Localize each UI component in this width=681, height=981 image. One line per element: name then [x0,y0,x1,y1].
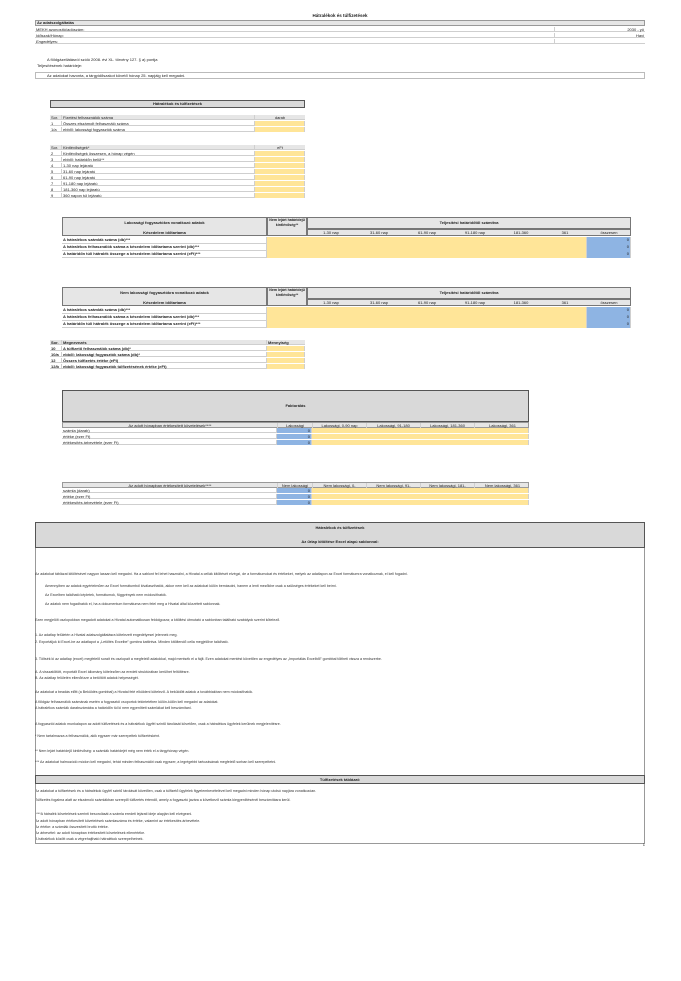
row-label: 181-360 nap lejáratú [62,187,255,192]
input-cell[interactable] [267,251,587,258]
row-label: A határidőn túli hátralék összege a késedelem időtartama szerint (eFt)*** [62,251,267,258]
row-label: A hátralékos számlák száma (db)*** [62,237,267,244]
input-cell[interactable] [267,244,587,251]
col-header: Nem lakossági [278,483,313,489]
instruction-paragraph: Az értéke: a számlák összesített bruttó értéke. [35,825,109,829]
col-header: 31-60 nap [369,230,388,235]
instruction-paragraph: 3. Töltsék ki az adatlap (excel) megfelelő sorait és oszlopait a megfelelő adatokkal, majd mentsék el a fájlt. Ezen adatokat mentést követően az engedélyes az „Importálás Excelből” gombbal töltheti vissza a rendszerbe. [35,657,382,661]
input-cell[interactable] [255,175,305,180]
input-cell[interactable] [255,163,305,168]
general-row-label: Időszak/Hónap: [35,33,555,38]
instruction-paragraph: A. A visszatöltött, exportált Excel állomány kötelezően az eredeti struktúrában kerülhet feltöltésre. [35,670,190,674]
instruction-paragraph: Az árbevétel: az adott hónapban értékesített követelések ellenértéke. [35,831,146,835]
col-header: Sor. [50,115,62,120]
row-label: Kintlévőségek összesen, a hónap végén [62,151,255,156]
page-title: Hátralékok és túlfizetések [312,13,368,18]
row-number: 10 [50,346,62,351]
col-header: 181-360 [513,230,529,235]
row-label: 360 napon túl lejáratú [62,193,255,198]
input-cell[interactable] [255,169,305,174]
row-number: 8 [50,187,62,192]
col-header: Sor. [50,340,62,345]
instruction-paragraph: Túlfizetés fogalma alatt az elszámoló számlákban szereplő túlfizetés értendő, amely a fogyasztó javára a következő számla kiegyenlítésénél beszámításra kerül. [35,798,291,802]
col-header: Fizetési felhasználók száma [62,115,255,120]
row-label: 61-90 nap lejáratú [62,175,255,180]
col-header: Nem lakossági, 0- [313,483,367,489]
col-header: Nem lakossági, 361 [484,483,521,488]
total-cell: 0 [277,500,312,505]
instruction-paragraph: B. Az adatlap felületén ellenőrizze a betöltött adatok helyességét. [35,676,139,680]
row-number: 4 [50,163,62,168]
row-number: 6 [50,175,62,180]
input-cell[interactable] [255,121,305,126]
overpayment-instr-title: Túlfizetések táblázat: [319,777,361,782]
row-label: értéke (ezer Ft) [62,494,277,499]
row-label: A hátralékos felhasználók száma a késedelem időtartama szerint (db)*** [62,244,267,251]
instruction-paragraph: * Nem tartalmazza a felhasználók, akik egyszer már szerepeltek túlfizetésként. [35,734,161,738]
nonresidential-table [62,287,631,335]
row-label: Összes túlfizetés értéke (eFt) [62,358,267,363]
col-header: Sor. [50,145,62,150]
col-header: 1-30 nap [323,230,339,235]
instruction-paragraph: Az adatok nem fogadhatók el, ha a dokumentum formátuma nem felel meg a Hivatal által közzétett sablonnak. [45,602,221,606]
row-number: 10/a [50,352,62,357]
col-header: Lakossági, 361 [489,423,516,428]
col-header: Mennyiség [268,340,289,345]
residential-sub: Késedelem időtartama [143,230,186,235]
input-cell[interactable] [255,187,305,192]
row-label: A hátralékos felhasználók száma a késedelem időtartama szerint (db)*** [62,314,267,321]
col-group: Teljesítési határidőtől számítva [439,220,499,225]
col-not-due: Nem lejárt határidejű kintlévőség** [269,288,305,297]
general-row-label: MEKH azonosító/adószám: [35,27,555,32]
col-header: Az adott hónapban értékesített követelések**** [63,423,278,429]
general-row-label: Engedélyes: [35,39,555,44]
input-cell[interactable] [267,321,587,328]
input-cell[interactable] [267,307,587,314]
deadline-text: Az adatokat havonta, a tárgyidőszakot követő hónap 25. napjáig kell megadni. [47,73,186,78]
instructions-subtitle: Az űrlap kitöltése Excel alapú sablonnal: [301,539,379,544]
col-header: Megnevezés [62,340,267,345]
row-label: számla (darab) [62,488,277,493]
row-number: 1 [50,121,62,126]
col-header: 91-180 nap [464,300,486,305]
deadline-label: Teljesítésének határideje: [37,63,83,68]
col-header: Lakossági, 0-90 nap [313,423,367,429]
total-cell: 0 [587,251,631,258]
total-cell: 0 [587,244,631,251]
row-label: ebből: lakossági fogyasztók száma [62,127,255,132]
instruction-paragraph: Az adatokat a túlfizetések és a hátralékok ügyfél szintű tárolását követően, csak a túlfizető ügyfelek figyelembevételével kell megadni minden hónap utolsó napjára vonatkozóan. [35,789,317,793]
instruction-paragraph: ** Nem lejárt határidejű kintlévőség: a számlák határidejét még nem érték el a tárgyhónap végén. [35,749,190,753]
instruction-paragraph: A földgáz felhasználók számának esetén a fogyasztói csoportok tekintetében külön-külön kell megadni az adatokat. [35,700,219,704]
col-header: 61-90 nap [417,300,436,305]
input-cell[interactable] [312,428,529,433]
residential-table [62,217,631,265]
input-cell[interactable] [255,151,305,156]
col-header: Lakossági [278,423,313,429]
row-label: 91-180 nap lejáratú [62,181,255,186]
row-number: 3 [50,157,62,162]
general-row-value[interactable]: Havi [635,33,644,38]
general-info-block [35,20,645,90]
instruction-paragraph: *** Az adatokat halmozódó módon kell megadni, tehát minden felhasználót csak egyszer, a legrégebbi tartozásának megfelelő sorban kell szerepeltetni. [35,760,277,764]
row-number: 5 [50,169,62,174]
nonresidential-title: Nem lakossági fogyasztókra vonatkozó adatok [120,290,209,295]
input-cell[interactable] [267,237,587,244]
instruction-paragraph: 2. Exportáljuk ki Excel-be az adatlapot a „Letöltés Excelbe” gombra kattintva. Minden kitöltendő cella megjelölve található. [35,640,229,644]
row-label: 1-30 nap lejáratú [62,163,255,168]
factoring-nonresidential-table [62,482,529,506]
total-cell: 0 [277,488,312,493]
col-header: 1-30 nap [323,300,339,305]
instruction-paragraph: Az adott hónapban értékesített követelések számlaszáma és értéke, valamint az értékesítés árbevétele. [35,819,201,823]
total-cell: 0 [587,321,631,328]
col-header: 91-180 nap [464,230,486,235]
instruction-paragraph: 1. Az adatlap felületén a Hivatal adatszolgáltatásra kötelezett engedélyesei jelennek meg. [35,633,178,637]
general-row-value[interactable]: 2030 - yö [627,27,644,32]
total-cell: 0 [277,428,312,433]
col-header: összesen [600,230,618,235]
row-label: ebből: lakossági fogyasztók száma (db)* [62,352,267,357]
instruction-paragraph: Az adatokat táblázat kitöltésével nagyon lassan kell megadni. Ha a sablont fel lehet használni, a Hivatal a cellák kitöltését elvégzi, de a formátumokat és értékeket, melyek az adatlapon az Excel formátumra vonatkoznak, el kell fogadni. [35,572,408,576]
col-header: 181-360 [513,300,529,305]
row-label: számla (darab) [62,428,277,433]
row-label: Összes elszámolt felhasználó száma [62,121,255,126]
input-cell[interactable] [255,181,305,186]
col-header: 361 [561,230,569,235]
section1-title: Hátralékok és túlfizetések [153,101,202,106]
input-cell[interactable] [267,358,305,363]
nonresidential-sub: Késedelem időtartama [143,300,186,305]
legal-note: A földgázellátásról szóló 2008. évi XL. törvény 127. § a) pontja [47,57,158,62]
total-cell: 0 [587,307,631,314]
row-number: 2 [50,151,62,156]
row-label: 31-60 nap lejáratú [62,169,255,174]
input-cell[interactable] [312,494,529,499]
row-number: 7 [50,181,62,186]
row-number: 1/a [50,127,62,132]
total-cell: 0 [587,237,631,244]
row-number: 9 [50,193,62,198]
row-label: ebből: határidőn belül** [62,157,255,162]
row-number: 12 [50,358,62,363]
row-label: értékesítés árbevétele (ezer Ft) [62,500,277,505]
instruction-paragraph: Ezen megjelölt oszlopokban megadott adatokat a Hivatal automatikusan feldolgozza; a kitöltési útmutató a sablonban található szabályok szerint kötelező. [35,618,281,622]
input-cell[interactable] [312,500,529,505]
general-row-value[interactable] [555,39,645,44]
overpayment-table [50,340,305,370]
input-cell[interactable] [255,193,305,198]
col-header: 61-90 nap [417,230,436,235]
col-header: darab [274,115,286,120]
total-cell: 0 [277,494,312,499]
total-cell: 0 [277,440,312,445]
instruction-paragraph: Amennyiben az adatok egyértelműen az Excel formátumból kiválaszthatók, akkor nem kell az adatokat külön bemásolni, hanem a lenti mezőkbe csak a szükséges értékeket kell beírni. [45,584,337,588]
instruction-paragraph: A hátralékok között csak a végrehajtható hátralékok szerepelhetnek. [35,837,144,841]
input-cell[interactable] [267,346,305,351]
row-label: értékesítés árbevétele (ezer Ft) [62,440,277,445]
row-label: értéke (ezer Ft) [62,434,277,439]
outstanding-table [50,145,305,201]
input-cell[interactable] [312,488,529,493]
input-cell[interactable] [267,352,305,357]
row-label: A hátralékos számlák száma (db)*** [62,307,267,314]
row-label: A határidőn túli hátralék összege a késedelem időtartama szerint (eFt)*** [62,321,267,328]
input-cell[interactable] [255,127,305,132]
instruction-paragraph: Az Excelben található képletek, formátumok, függvények nem módosíthatók. [45,593,167,597]
col-group: Teljesítési határidőtől számítva [439,290,499,295]
row-number: 12/b [50,364,62,369]
col-header: Az adott hónapban értékesített követelések**** [63,483,278,489]
col-not-due: Nem lejárt határidejű kintlévőség** [269,218,305,227]
page-number: 1 [642,842,645,847]
total-cell: 0 [587,314,631,321]
input-cell[interactable] [267,314,587,321]
overpayment-instr-body [35,784,645,844]
input-cell[interactable] [312,440,529,445]
row-label: A túlfizető felhasználók száma (db)* [62,346,267,351]
instruction-paragraph: Az adatokat a beadás előtt (a Beküldés gombbal) a Hivatal felé elküldeni kötelező. A beküldött adatok a továbbiakban nem módosíthatók. [35,690,254,694]
col-header: Lakossági, 91-180 [367,423,421,429]
residential-title: Lakossági fogyasztókra vonatkozó adatok [124,220,205,225]
col-header: összesen [600,300,618,305]
col-header: 31-60 nap [369,300,388,305]
users-count-table [50,115,305,139]
factoring-title: Faktorálás [285,403,306,408]
col-header: Lakossági, 181-360 [421,423,475,429]
input-cell[interactable] [255,157,305,162]
input-cell[interactable] [312,434,529,439]
col-header: 361 [561,300,569,305]
instruction-paragraph: A fogyasztói adatok munkalapon az adott túlfizetések és a hátralékok ügyfél szintű tárolását követően, csak a hátralékos ügyfelek kerülnek megjelenítésre. [35,722,281,726]
row-label: ebből: lakossági fogyasztók túlfizetésének értéke (eFt) [62,364,267,369]
instructions-title: Hátralékok és túlfizetések [315,525,365,530]
general-header: Az adatszolgáltatás [37,20,75,25]
input-cell[interactable] [267,364,305,369]
col-header: eFt [277,145,283,150]
col-header: Nem lakossági, 91- [367,483,421,489]
instruction-paragraph: A hátralékos számlák darabszámába a határidőn túl ki nem egyenlített számlákat kell beszámítani. [35,706,192,710]
factoring-table [62,390,529,450]
col-header: Nem lakossági, 181- [421,483,475,489]
total-cell: 0 [277,434,312,439]
col-header: Kintlévőségek* [62,145,255,150]
instruction-paragraph: ****A hátralék követelések szerinti besorolását a számla eredeti lejárati ideje alapján kell elvégezni. [35,812,193,816]
